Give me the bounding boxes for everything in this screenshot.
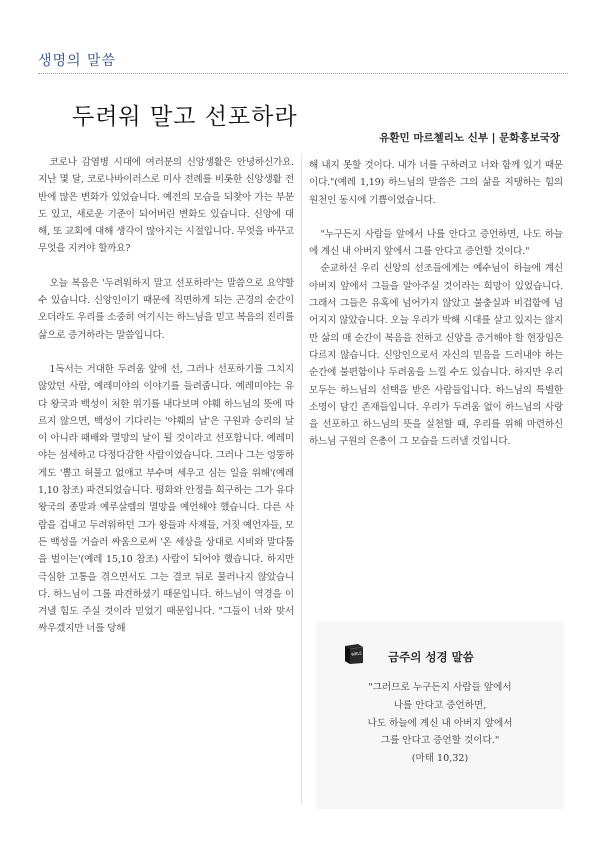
paragraph-martyrs: 순교하신 우리 신앙의 선조들에게는 예수님이 하늘에 계신 아버지 앞에서 그들을 알아주실 것이라는 희망이 있었습니다. 그래서 그들은 유혹에 넘어가지 않았고 불충실과 비겁함에 넘어지지 않았습니다. 오늘 우리가 박해 시대를 살고 있지는 않지만 삶의 매 순간이 복음을 전하고 신앙을 증거해야 할 현장임은 다르지 않습니다. 신앙인으로서 자신의 믿음을 드러내야 하는 순간에 불편함이나 두려움을 느낄 수도 있습니다. 하지만 우리 모두는 하느님의 선택을 받은 사람들입니다. 하느님의 특별한 소명이 담긴 존재들입니다. 우리가 두려움 없이 하느님의 사랑을 선포하고 하느님의 뜻을 실천할 때, 우리를 위해 마련하신 하느님 구원의 은총이 그 모습을 드러낼 것입니다. [309, 263, 563, 448]
author-byline: 유환민 마르첼리노 신부 | 문화홍보국장 [379, 132, 560, 144]
section-tag: 생명의 말씀 [38, 53, 117, 69]
page-title: 두려워 말고 선포하라 [72, 104, 298, 130]
paragraph-first-reading: 1독서는 거대한 두려움 앞에 선, 그러나 선포하기를 그치지 않았던 사람, 예레미야의 이야기를 들려줍니다. 예레미야는 유다 왕국과 백성이 처한 위기를 내다보며 야훼 하느님의 뜻에 따르지 않으면, 백성이 기다리는 '야훼의 날'은 구원과 승리의 날이 아니라 패배와 멸망의 날이 될 것이라고 선포합니다. 예레미야는 섬세하고 다정다감한 사람이었습니다. 그러나 그는 엉뚱하게도 '뽑고 허물고 없애고 부수며 세우고 심는 일을 위해'(예레 1,10 참조) 파견되었습니다. 평화와 안정을 희구하는 그가 유다 왕국의 종말과 예루살렘의 멸망을 예언해야 했습니다. 다른 사람을 겁내고 두려워하던 그가 왕들과 사제들, 거짓 예언자들, 모든 백성을 거슬러 싸움으로써 '온 세상을 상대로 시비와 말다툼을 벌이는'(예레 15,10 참조) 사람이 되어야 했습니다. 하지만 극심한 고통을 겪으면서도 그는 결코 뒤로 물러나지 않았습니다. 하느님이 그를 파견하셨기 때문입니다. 하느님이 역경을 이겨낼 힘도 주실 것이라 믿었기 때문입니다. "그들이 너와 맞서 싸우겠지만 너를 당해 [38, 363, 294, 635]
verse-reference: (마태 10,32) [411, 753, 469, 765]
paragraph-intro: 코로나 감염병 시대에 여러분의 신앙생활은 안녕하신가요. 지난 몇 달, 코로나바이러스로 미사 전례를 비롯한 신앙생활 전반에 많은 변화가 있었습니다. 예전의 모습을 되찾아 가는 부분도 있고, 새로운 기준이 되어버린 변화도 있습니다. 신앙에 대해, 또 교회에 대해 생각이 많아지는 시절입니다. 무엇을 바꾸고 무엇을 지켜야 할까요? [38, 157, 294, 255]
left-column [38, 154, 294, 638]
paragraph-gospel-summary: 오늘 복음은 '두려워하지 말고 선포하라'는 말씀으로 요약할 수 있습니다. 신앙인이기 때문에 직면하게 되는 곤경의 순간이 오더라도 우리를 소중히 여기시는 하느님을 믿고 복음의 진리를 삶으로 증거하라는 말씀입니다. [38, 277, 294, 341]
column-divider [301, 154, 302, 804]
right-column [309, 157, 563, 451]
paragraph-gospel-quote: "누구든지 사람들 앞에서 나를 안다고 증언하면, 나도 하늘에 계신 내 아버지 앞에서 그를 안다고 증언할 것이다." [309, 228, 563, 258]
weekly-verse-text [326, 679, 554, 768]
verse-line: "그러므로 누구든지 사람들 앞에서 [368, 682, 512, 693]
bible-book-icon [342, 643, 366, 665]
bible-icon-label: BIBLE [351, 651, 362, 657]
section-divider [38, 73, 568, 74]
verse-line: 그를 안다고 증언할 것이다." [380, 735, 500, 747]
weekly-verse-box [316, 621, 564, 809]
verse-line: 나를 안다고 증언하면, [393, 699, 487, 711]
paragraph-continuation: 해 내지 못할 것이다. 내가 너를 구하려고 너와 함께 있기 때문이다."(예레 1,19) 하느님의 말씀은 그의 삶을 지탱하는 힘의 원천인 동시에 기쁨이었습니다. [309, 160, 563, 206]
verse-line: 나도 하늘에 계신 내 아버지 앞에서 [367, 717, 513, 729]
weekly-verse-title: 금주의 성경 말씀 [388, 650, 474, 664]
